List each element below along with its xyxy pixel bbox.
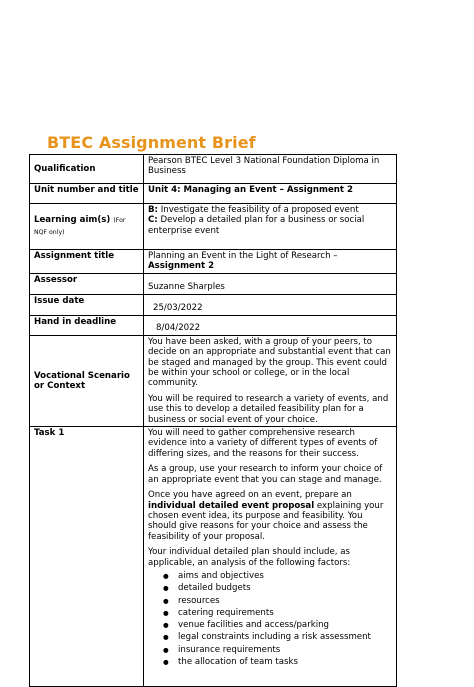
unit-row: [30, 184, 397, 204]
hand-in-row: [30, 315, 397, 335]
task1-paragraph: Your individual detailed plan should include, as applicable, an analysis of the following factors:: [148, 547, 351, 568]
task1-value: [144, 427, 397, 687]
scenario-paragraph: You have been asked, with a group of your peers, to decide on an appropriate and substantial event that can be staged and managed by the group. This event could be within your school or college, or in the local community.: [148, 336, 391, 389]
list-item: ● aims and objectives: [148, 570, 392, 582]
task1-label: Task 1: [30, 427, 144, 687]
issue-date-value: 25/03/2022: [144, 294, 397, 315]
assessor-row: [30, 273, 397, 294]
task1-paragraph: Once you have agreed on an event, prepare an individual detailed event proposal explaining your chosen event idea, its purpose and feasibility. You should give reasons for your choice and assess the feasibility of your proposal.: [148, 490, 384, 542]
qualification-value: Pearson BTEC Level 3 National Foundation Diploma in Business: [144, 155, 397, 184]
list-item: ● insurance requirements: [148, 644, 392, 656]
learning-aims-row: [30, 204, 397, 250]
hand-in-value: 8/04/2022: [144, 315, 397, 335]
assignment-title-row: [30, 250, 397, 274]
issue-date-label: Issue date: [30, 294, 144, 315]
learning-aims-label: Learning aim(s) (For NQF only): [30, 204, 144, 250]
hand-in-label: Hand in deadline: [30, 315, 144, 335]
qualification-label: Qualification: [30, 155, 144, 184]
assessor-label: Assessor: [30, 273, 144, 294]
unit-label: Unit number and title: [30, 184, 144, 204]
scenario-value: [144, 335, 397, 426]
list-item: ● venue facilities and access/parking: [148, 619, 392, 631]
assignment-title-value: Planning an Event in the Light of Research – Assignment 2: [144, 250, 397, 274]
document-title: BTEC Assignment Brief: [47, 133, 256, 152]
scenario-paragraph: You will be required to research a variety of events, and use this to develop a detailed feasibility plan for a business or social event of your choice.: [148, 393, 389, 425]
task1-row: [30, 427, 397, 687]
scenario-label: Vocational Scenario or Context: [30, 335, 144, 426]
issue-date-row: [30, 294, 397, 315]
aim-b: B: Investigate the feasibility of a proposed event: [148, 205, 359, 215]
list-item: ● legal constraints including a risk assessment: [148, 631, 392, 643]
list-item: ● resources: [148, 595, 392, 607]
list-item: ● detailed budgets: [148, 582, 392, 594]
learning-aims-value: [144, 204, 397, 250]
factors-list: [148, 570, 392, 668]
scenario-row: [30, 335, 397, 426]
qualification-row: [30, 155, 397, 184]
aim-c: C: Develop a detailed plan for a business or social enterprise event: [148, 215, 365, 236]
task1-paragraph: As a group, use your research to inform your choice of an appropriate event that you can stage and manage.: [148, 464, 383, 485]
assessor-value: Suzanne Sharples: [144, 273, 397, 294]
list-item: ● the allocation of team tasks: [148, 656, 392, 668]
unit-value: Unit 4: Managing an Event – Assignment 2: [144, 184, 397, 204]
assignment-title-label: Assignment title: [30, 250, 144, 274]
brief-table: [29, 154, 397, 687]
learning-aims-note: (For NQF only): [34, 217, 126, 236]
task1-paragraph: You will need to gather comprehensive research evidence into a variety of different types of events of differing sizes, and the reasons for their success.: [148, 428, 378, 459]
list-item: ● catering requirements: [148, 607, 392, 619]
